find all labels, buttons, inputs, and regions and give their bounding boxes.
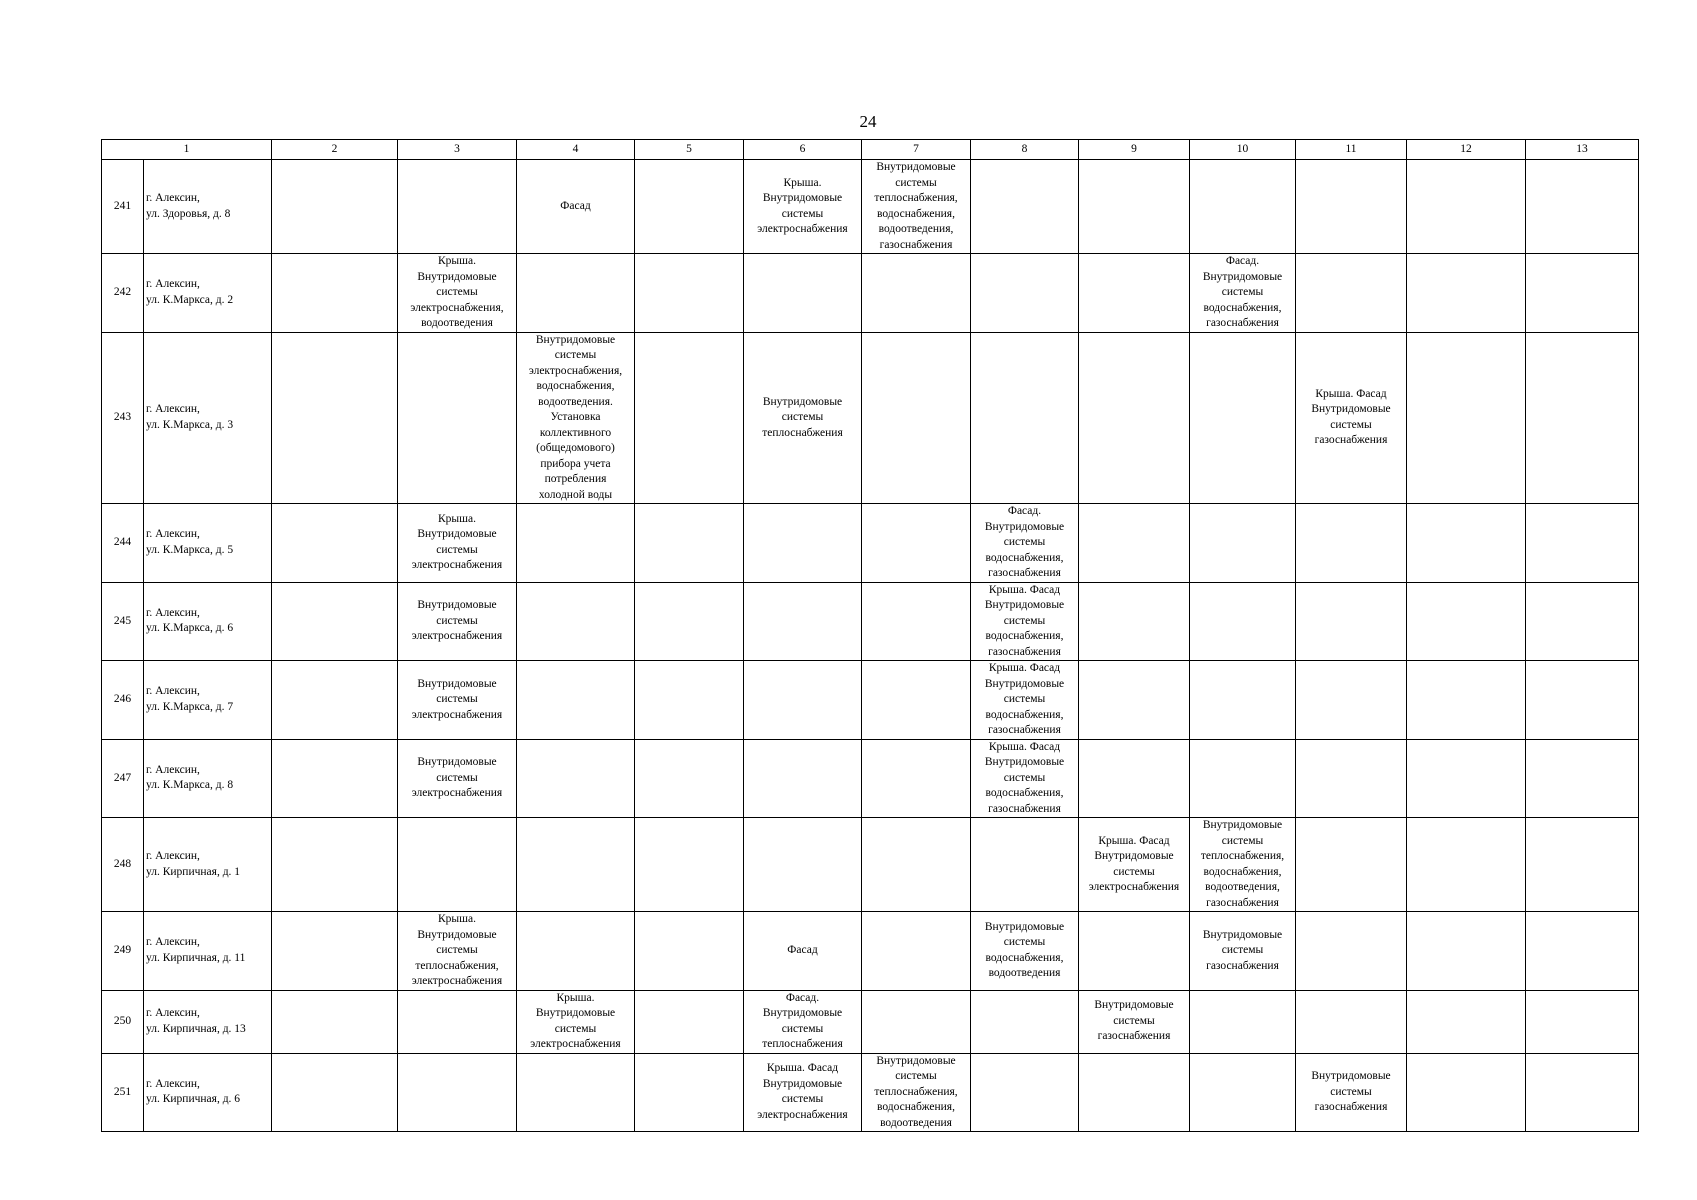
- work-text: Внутридомовые системы газоснабжения: [1202, 928, 1283, 972]
- work-text: Крыша. Внутридомовые системы электроснабжения: [411, 512, 503, 572]
- work-cell-col-4: [517, 990, 635, 1053]
- work-cell-col-12: [1407, 582, 1526, 661]
- work-cell-col-10: [1190, 332, 1296, 504]
- row-number: 243: [102, 332, 144, 504]
- work-cell-col-8: [971, 661, 1079, 740]
- work-cell-col-8: [971, 912, 1079, 991]
- table-row: [102, 504, 1639, 583]
- work-cell-col-11: [1296, 739, 1407, 818]
- work-cell-col-6: [744, 1053, 862, 1132]
- work-cell-col-12: [1407, 990, 1526, 1053]
- row-number: 244: [102, 504, 144, 583]
- work-cell-col-12: [1407, 1053, 1526, 1132]
- work-cell-col-13: [1526, 504, 1639, 583]
- column-header-5: 5: [635, 140, 744, 160]
- work-text: Крыша. Фасад Внутридомовые системы водоснабжения, газоснабжения: [984, 583, 1065, 658]
- work-cell-col-9: [1079, 990, 1190, 1053]
- work-cell-col-9: [1079, 504, 1190, 583]
- address-city: г. Алексин,: [146, 936, 200, 949]
- work-cell-col-10: [1190, 661, 1296, 740]
- address-city: г. Алексин,: [146, 1077, 200, 1090]
- address-cell: [144, 990, 272, 1053]
- repair-plan-table: [101, 139, 1639, 1132]
- work-cell-col-2: [272, 990, 398, 1053]
- work-text: Крыша. Внутридомовые системы электроснабжения: [757, 176, 848, 235]
- work-cell-col-13: [1526, 582, 1639, 661]
- table-row: [102, 254, 1639, 333]
- address-cell: [144, 661, 272, 740]
- table-header-row: [102, 140, 1639, 160]
- work-cell-col-12: [1407, 332, 1526, 504]
- address-cell: [144, 160, 272, 254]
- work-cell-col-2: [272, 912, 398, 991]
- work-cell-col-7: [862, 661, 971, 740]
- work-cell-col-13: [1526, 990, 1639, 1053]
- work-text: Внутридомовые системы электроснабжения: [411, 599, 503, 642]
- address-city: г. Алексин,: [146, 850, 200, 862]
- work-cell-col-7: [862, 1053, 971, 1132]
- address-cell: [144, 739, 272, 818]
- address-street: ул. К.Маркса, д. 7: [146, 700, 234, 713]
- work-cell-col-11: [1296, 504, 1407, 583]
- work-text: Крыша. Фасад Внутридомовые системы электроснабжения: [1088, 834, 1180, 893]
- work-cell-col-7: [862, 739, 971, 818]
- work-cell-col-9: [1079, 912, 1190, 991]
- work-cell-col-7: [862, 332, 971, 504]
- address-city: г. Алексин,: [146, 1007, 200, 1019]
- address-city: г. Алексин,: [146, 278, 200, 291]
- work-cell-col-2: [272, 661, 398, 740]
- column-header-4: 4: [517, 140, 635, 160]
- work-cell-col-4: [517, 332, 635, 504]
- work-cell-col-9: [1079, 254, 1190, 333]
- work-cell-col-9: [1079, 160, 1190, 254]
- row-number: 249: [102, 912, 144, 991]
- work-text: Фасад: [787, 944, 818, 956]
- work-cell-col-9: [1079, 739, 1190, 818]
- work-cell-col-5: [635, 254, 744, 333]
- work-cell-col-4: [517, 1053, 635, 1132]
- work-cell-col-4: [517, 504, 635, 583]
- work-cell-col-2: [272, 582, 398, 661]
- address-street: ул. К.Маркса, д. 5: [146, 543, 234, 556]
- address-street: ул. К.Маркса, д. 3: [146, 418, 234, 431]
- work-cell-col-4: [517, 582, 635, 661]
- work-cell-col-2: [272, 739, 398, 818]
- row-number: 242: [102, 254, 144, 333]
- address-street: ул. К.Маркса, д. 6: [146, 622, 234, 635]
- work-cell-col-8: [971, 332, 1079, 504]
- work-cell-col-5: [635, 582, 744, 661]
- work-cell-col-7: [862, 504, 971, 583]
- column-header-2: 2: [272, 140, 398, 160]
- work-cell-col-10: [1190, 582, 1296, 661]
- work-cell-col-5: [635, 818, 744, 912]
- work-cell-col-2: [272, 504, 398, 583]
- work-text: Фасад. Внутридомовые системы теплоснабжения: [762, 991, 843, 1050]
- work-cell-col-13: [1526, 661, 1639, 740]
- table-row: [102, 818, 1639, 912]
- table-row: [102, 1053, 1639, 1132]
- work-cell-col-12: [1407, 739, 1526, 818]
- work-cell-col-8: [971, 739, 1079, 818]
- table-body: [102, 140, 1639, 1132]
- column-header-12: 12: [1407, 140, 1526, 160]
- work-text: Внутридомовые системы газоснабжения: [1094, 999, 1174, 1043]
- column-header-7: 7: [862, 140, 971, 160]
- row-number: 251: [102, 1053, 144, 1132]
- work-cell-col-8: [971, 582, 1079, 661]
- column-header-3: 3: [398, 140, 517, 160]
- address-city: г. Алексин,: [146, 606, 200, 619]
- work-cell-col-3: [398, 661, 517, 740]
- work-text: Фасад. Внутридомовые системы водоснабжения, газоснабжения: [1202, 255, 1283, 329]
- work-cell-col-6: [744, 254, 862, 333]
- row-number: 248: [102, 818, 144, 912]
- address-cell: [144, 818, 272, 912]
- work-cell-col-11: [1296, 661, 1407, 740]
- work-cell-col-12: [1407, 661, 1526, 740]
- work-cell-col-3: [398, 1053, 517, 1132]
- address-city: г. Алексин,: [146, 403, 200, 416]
- work-cell-col-13: [1526, 912, 1639, 991]
- column-header-13: 13: [1526, 140, 1639, 160]
- work-cell-col-7: [862, 582, 971, 661]
- work-cell-col-6: [744, 818, 862, 912]
- address-street: ул. К.Маркса, д. 2: [146, 293, 234, 306]
- address-cell: [144, 1053, 272, 1132]
- work-cell-col-10: [1190, 739, 1296, 818]
- work-cell-col-4: [517, 661, 635, 740]
- work-cell-col-6: [744, 990, 862, 1053]
- work-text: Фасад: [560, 199, 591, 212]
- work-text: Внутридомовые системы теплоснабжения: [762, 395, 843, 439]
- work-text: Внутридомовые системы газоснабжения: [1311, 1070, 1391, 1113]
- work-cell-col-5: [635, 739, 744, 818]
- work-cell-col-11: [1296, 332, 1407, 504]
- work-cell-col-10: [1190, 818, 1296, 912]
- table-row: [102, 582, 1639, 661]
- work-cell-col-4: [517, 818, 635, 912]
- work-cell-col-3: [398, 504, 517, 583]
- column-header-6: 6: [744, 140, 862, 160]
- work-cell-col-3: [398, 254, 517, 333]
- work-cell-col-6: [744, 912, 862, 991]
- column-header-1: 1: [102, 140, 272, 160]
- work-cell-col-10: [1190, 990, 1296, 1053]
- work-cell-col-3: [398, 739, 517, 818]
- address-cell: [144, 254, 272, 333]
- work-text: Внутридомовые системы теплоснабжения, водоснабжения, водоотведения: [874, 1054, 958, 1129]
- work-text: Крыша. Фасад Внутридомовые системы водоснабжения, газоснабжения: [984, 662, 1065, 736]
- work-cell-col-3: [398, 332, 517, 504]
- work-text: Крыша. Внутридомовые системы теплоснабжения, электроснабжения: [411, 913, 503, 987]
- work-text: Крыша. Фасад Внутридомовые системы газоснабжения: [1311, 387, 1391, 447]
- work-cell-col-8: [971, 818, 1079, 912]
- work-cell-col-6: [744, 332, 862, 504]
- column-header-11: 11: [1296, 140, 1407, 160]
- row-number: 246: [102, 661, 144, 740]
- work-cell-col-6: [744, 661, 862, 740]
- address-cell: [144, 504, 272, 583]
- address-street: ул. Кирпичная, д. 11: [146, 951, 246, 964]
- row-number: 241: [102, 160, 144, 254]
- work-cell-col-6: [744, 160, 862, 254]
- work-cell-col-7: [862, 160, 971, 254]
- work-cell-col-13: [1526, 160, 1639, 254]
- work-cell-col-9: [1079, 582, 1190, 661]
- work-cell-col-12: [1407, 254, 1526, 333]
- table-row: [102, 661, 1639, 740]
- work-text: Внутридомовые системы электроснабжения, водоснабжения, водоотведения. Установка коллективного (общедомового) прибора учета потребления холодной воды: [528, 333, 623, 501]
- work-cell-col-2: [272, 332, 398, 504]
- work-cell-col-3: [398, 912, 517, 991]
- address-street: ул. Здоровья, д. 8: [146, 207, 231, 220]
- work-cell-col-5: [635, 504, 744, 583]
- table-row: [102, 332, 1639, 504]
- address-cell: [144, 332, 272, 504]
- work-cell-col-4: [517, 160, 635, 254]
- work-cell-col-11: [1296, 990, 1407, 1053]
- work-cell-col-3: [398, 818, 517, 912]
- work-cell-col-3: [398, 990, 517, 1053]
- work-cell-col-5: [635, 990, 744, 1053]
- work-text: Внутридомовые системы теплоснабжения, водоснабжения, водоотведения, газоснабжения: [1200, 819, 1285, 909]
- work-cell-col-11: [1296, 254, 1407, 333]
- column-header-8: 8: [971, 140, 1079, 160]
- work-cell-col-13: [1526, 818, 1639, 912]
- work-text: Крыша. Фасад Внутридомовые системы электроснабжения: [757, 1062, 848, 1121]
- work-cell-col-5: [635, 1053, 744, 1132]
- work-cell-col-12: [1407, 160, 1526, 254]
- work-text: Внутридомовые системы электроснабжения: [411, 756, 503, 799]
- work-cell-col-9: [1079, 661, 1190, 740]
- work-cell-col-9: [1079, 1053, 1190, 1132]
- address-city: г. Алексин,: [146, 192, 200, 204]
- work-cell-col-10: [1190, 504, 1296, 583]
- column-header-10: 10: [1190, 140, 1296, 160]
- row-number: 245: [102, 582, 144, 661]
- work-cell-col-7: [862, 990, 971, 1053]
- work-cell-col-13: [1526, 332, 1639, 504]
- work-cell-col-3: [398, 160, 517, 254]
- work-cell-col-2: [272, 818, 398, 912]
- work-cell-col-8: [971, 160, 1079, 254]
- address-street: ул. К.Маркса, д. 8: [146, 779, 234, 792]
- work-cell-col-2: [272, 254, 398, 333]
- work-text: Внутридомовые системы теплоснабжения, водоснабжения, водоотведения, газоснабжения: [874, 161, 958, 251]
- work-text: Фасад. Внутридомовые системы водоснабжения, газоснабжения: [984, 505, 1065, 579]
- work-cell-col-8: [971, 504, 1079, 583]
- work-text: Крыша. Внутридомовые системы электроснабжения: [530, 991, 621, 1050]
- work-cell-col-5: [635, 661, 744, 740]
- work-cell-col-7: [862, 254, 971, 333]
- work-cell-col-12: [1407, 504, 1526, 583]
- work-cell-col-8: [971, 254, 1079, 333]
- work-cell-col-11: [1296, 912, 1407, 991]
- work-cell-col-9: [1079, 818, 1190, 912]
- work-cell-col-8: [971, 1053, 1079, 1132]
- work-cell-col-3: [398, 582, 517, 661]
- address-street: ул. Кирпичная, д. 1: [146, 865, 241, 878]
- work-cell-col-13: [1526, 739, 1639, 818]
- work-cell-col-10: [1190, 160, 1296, 254]
- address-cell: [144, 582, 272, 661]
- work-cell-col-4: [517, 254, 635, 333]
- column-header-9: 9: [1079, 140, 1190, 160]
- work-cell-col-12: [1407, 818, 1526, 912]
- work-cell-col-11: [1296, 582, 1407, 661]
- work-text: Крыша. Фасад Внутридомовые системы водоснабжения, газоснабжения: [984, 740, 1065, 815]
- work-cell-col-4: [517, 912, 635, 991]
- work-cell-col-9: [1079, 332, 1190, 504]
- work-cell-col-10: [1190, 254, 1296, 333]
- work-cell-col-12: [1407, 912, 1526, 991]
- address-street: ул. Кирпичная, д. 13: [146, 1022, 246, 1035]
- address-city: г. Алексин,: [146, 685, 200, 698]
- work-cell-col-6: [744, 739, 862, 818]
- work-text: Внутридомовые системы электроснабжения: [411, 677, 503, 721]
- work-cell-col-10: [1190, 912, 1296, 991]
- work-cell-col-11: [1296, 1053, 1407, 1132]
- work-cell-col-6: [744, 582, 862, 661]
- work-cell-col-5: [635, 332, 744, 504]
- address-cell: [144, 912, 272, 991]
- work-cell-col-4: [517, 739, 635, 818]
- work-text: Внутридомовые системы водоснабжения, водоотведения: [984, 920, 1065, 980]
- work-cell-col-13: [1526, 1053, 1639, 1132]
- work-cell-col-2: [272, 160, 398, 254]
- work-cell-col-5: [635, 160, 744, 254]
- work-cell-col-7: [862, 818, 971, 912]
- table-row: [102, 990, 1639, 1053]
- address-city: г. Алексин,: [146, 528, 200, 541]
- work-cell-col-2: [272, 1053, 398, 1132]
- table-row: [102, 739, 1639, 818]
- table-row: [102, 912, 1639, 991]
- address-city: г. Алексин,: [146, 763, 200, 776]
- work-cell-col-6: [744, 504, 862, 583]
- work-cell-col-10: [1190, 1053, 1296, 1132]
- work-cell-col-8: [971, 990, 1079, 1053]
- work-cell-col-7: [862, 912, 971, 991]
- row-number: 250: [102, 990, 144, 1053]
- page-number: 24: [859, 112, 877, 131]
- table-row: [102, 160, 1639, 254]
- work-text: Крыша. Внутридомовые системы электроснабжения, водоотведения: [410, 255, 504, 329]
- work-cell-col-11: [1296, 160, 1407, 254]
- work-cell-col-11: [1296, 818, 1407, 912]
- row-number: 247: [102, 739, 144, 818]
- work-cell-col-5: [635, 912, 744, 991]
- work-cell-col-13: [1526, 254, 1639, 333]
- address-street: ул. Кирпичная, д. 6: [146, 1093, 241, 1106]
